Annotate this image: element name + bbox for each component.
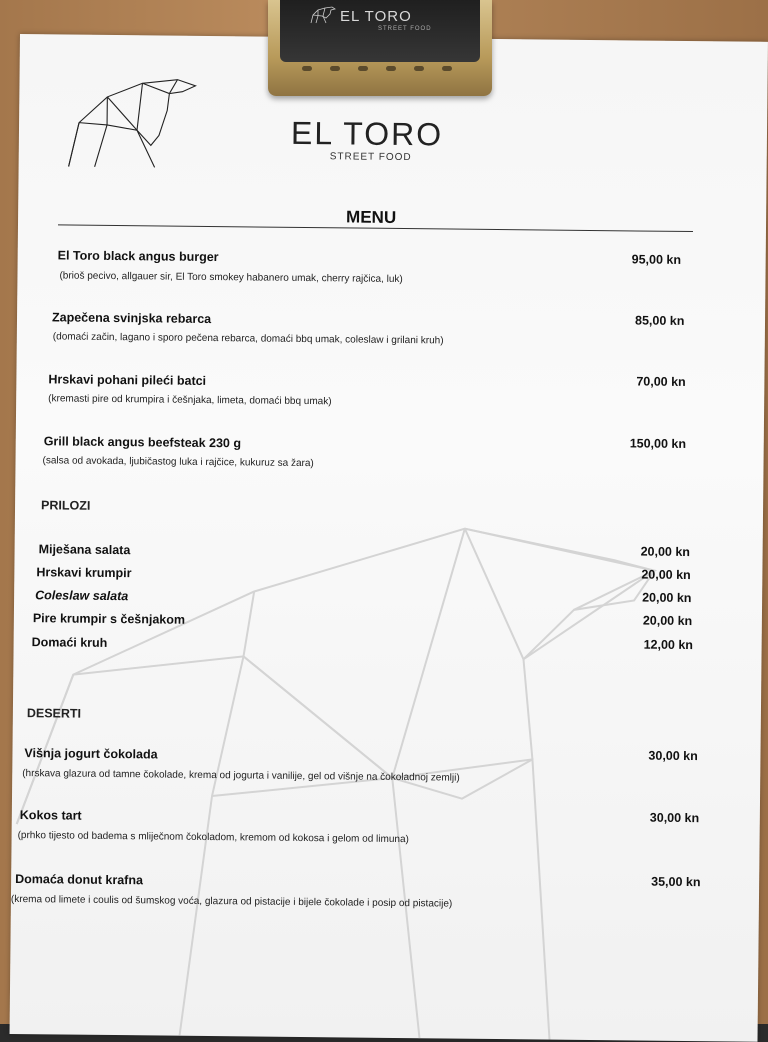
- bull-logo-icon: [67, 75, 203, 171]
- clip-subtitle: STREET FOOD: [378, 26, 432, 32]
- dessert-item-desc: (hrskava glazura od tamne čokolade, krema od jogurta i vanilije, gel od višnje na čokoladnoj zemlji): [22, 768, 460, 784]
- main-item-name: El Toro black angus burger: [57, 248, 219, 265]
- dessert-item-name: Domaća donut krafna: [15, 871, 144, 888]
- side-item-name: Domaći kruh: [31, 635, 108, 650]
- main-item-name: Grill black angus beefsteak 230 g: [43, 434, 242, 451]
- brand-name: EL TORO: [290, 114, 444, 153]
- dessert-item-price: 35,00 kn: [651, 874, 701, 890]
- clipboard-clip: [268, 0, 492, 96]
- sides-section-title: PRILOZI: [40, 498, 91, 513]
- dessert-item-name: Kokos tart: [19, 808, 82, 823]
- main-item-price: 150,00 kn: [629, 436, 687, 451]
- main-item-price: 85,00 kn: [634, 313, 685, 328]
- side-item-price: 20,00 kn: [642, 613, 693, 629]
- main-item-desc: (kremasti pire od krumpira i češnjaka, limeta, domaći bbq umak): [48, 393, 332, 408]
- side-item-name: Hrskavi krumpir: [36, 565, 132, 581]
- main-item-desc: (salsa od avokada, ljubičastog luka i rajčice, kukuruz sa žara): [42, 455, 314, 470]
- side-item-price: 12,00 kn: [643, 637, 694, 653]
- side-item-name: Coleslaw salata: [35, 588, 129, 604]
- desserts-section-title: DESERTI: [26, 706, 82, 721]
- clip-brand: EL TORO: [340, 8, 412, 25]
- dessert-item-desc: (krema od limete i coulis od šumskog voća, glazura od pistacije i bijele čokolade i posip od pistacije): [10, 893, 453, 910]
- bull-watermark-icon: [10, 34, 768, 1042]
- dessert-item-desc: (prhko tijesto od badema s mliječnom čokoladom, kremom od kokosa i gelom od limuna): [17, 830, 409, 846]
- main-item-price: 95,00 kn: [631, 252, 682, 267]
- clip-bull-icon: [310, 6, 336, 24]
- brand-subtitle: STREET FOOD: [329, 151, 412, 164]
- main-item-name: Hrskavi pohani pileći batci: [48, 372, 207, 388]
- side-item-name: Pire krumpir s češnjakom: [32, 611, 186, 627]
- side-item-name: Miješana salata: [38, 542, 131, 558]
- clip-rivet: [414, 66, 424, 71]
- side-item-price: 20,00 kn: [642, 590, 692, 606]
- menu-title: MENU: [346, 207, 397, 227]
- clip-rivet: [386, 66, 396, 71]
- dessert-item-name: Višnja jogurt čokolada: [24, 746, 158, 762]
- main-item-desc: (brioš pecivo, allgauer sir, El Toro smokey habanero umak, cherry rajčica, luk): [59, 270, 403, 286]
- clip-rivet: [330, 66, 340, 71]
- dessert-item-price: 30,00 kn: [648, 748, 698, 764]
- main-item-desc: (domaći začin, lagano i sporo pečena rebarca, domaći bbq umak, coleslaw i grilani kruh): [52, 331, 444, 347]
- menu-paper: [10, 34, 768, 1042]
- main-item-name: Zapečena svinjska rebarca: [51, 310, 212, 327]
- clip-plate: [280, 0, 480, 62]
- clip-rivet: [358, 66, 368, 71]
- main-item-price: 70,00 kn: [636, 374, 686, 389]
- clip-rivet: [302, 66, 312, 71]
- side-item-price: 20,00 kn: [641, 567, 691, 583]
- dessert-item-price: 30,00 kn: [649, 810, 700, 826]
- side-item-price: 20,00 kn: [640, 544, 691, 560]
- clip-rivet: [442, 66, 452, 71]
